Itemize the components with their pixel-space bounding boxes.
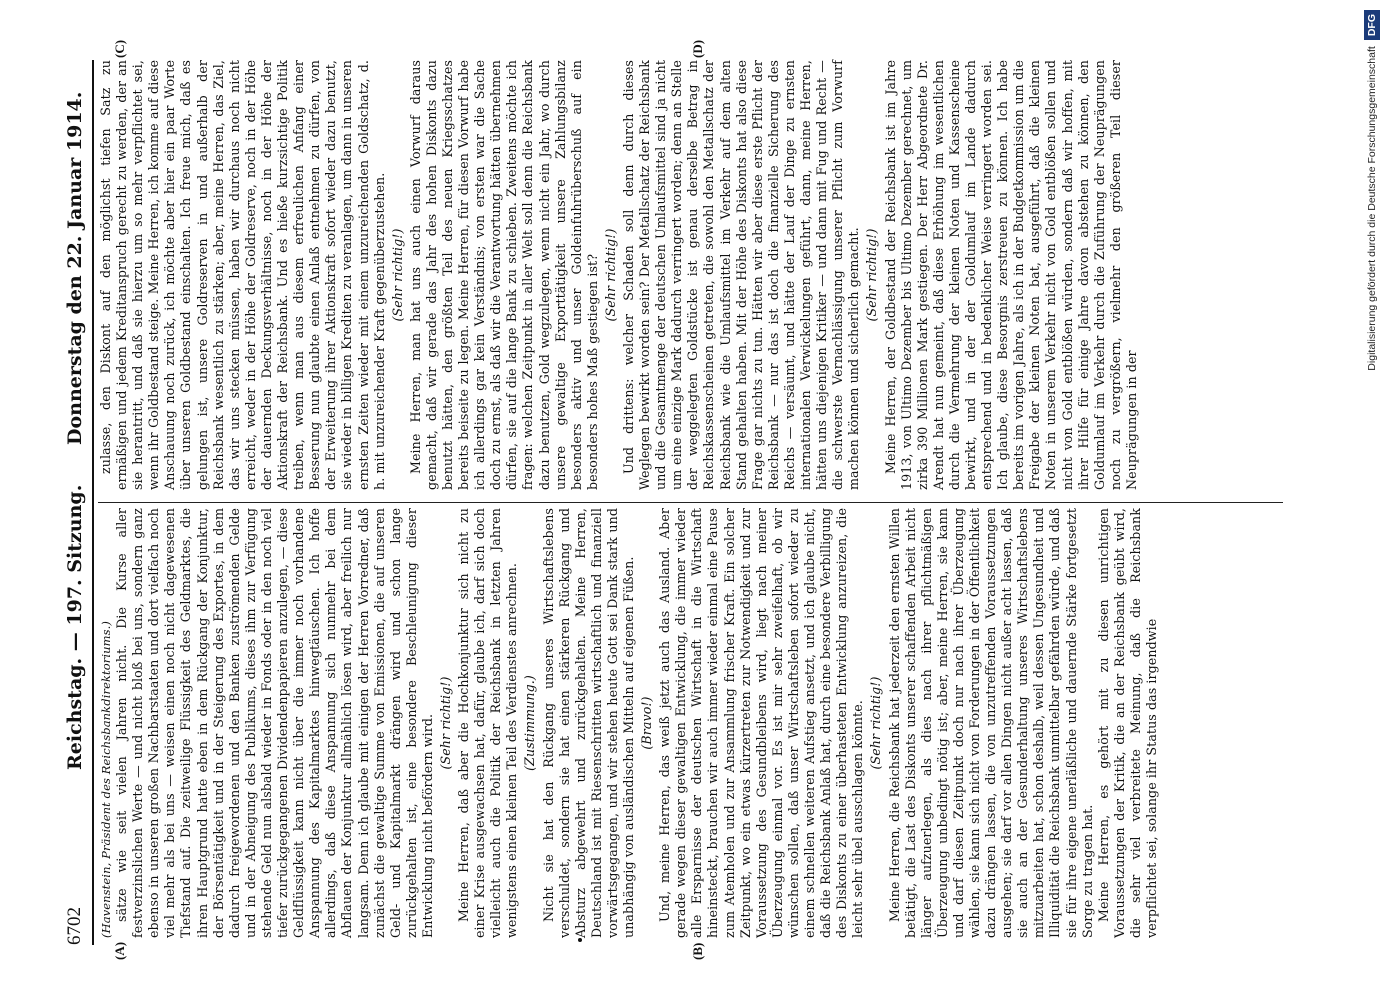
header-rule <box>92 60 94 945</box>
right-column <box>98 60 1140 490</box>
paragraph: Meine Herren, die Reichsbank hat jederzeit den ernsten Willen betätigt, die Last des Diskonts unserer schaffenden Arbeit nicht länger aufzuerlegen, als dies nach ihrer pflichtmäßigen Überzeugung unbedingt nötig ist; aber, meine Herren, sie kann und darf diesen Zeitpunkt doch nur nach ihrer Überzeugung wählen, sie kann sich nicht von Forderungen in der Öffentlichkeit dazu drängen lassen, die von unzutreffenden Voraussetzungen ausgehen; sie darf vor allen Dingen nicht außer acht lassen, daß sie auch an der Gesunderhaltung unseres Wirtschaftslebens mitzuarbeiten hat, schon deshalb, weil dessen Ungesundheit und Illiquidität die Reichsbank unmittelbar gefährden würde, und daß sie für ihre eigene unerläßliche und dauernde Stärke fortgesetzt Sorge zu tragen hat. <box>886 508 1095 938</box>
margin-marker-c: (C) <box>112 39 127 58</box>
paragraph: Meine Herren, daß aber die Hochkonjunktur sich nicht zu einer Krise ausgewachsen hat, dafür, glaube ich, darf sich doch vielleicht auch die Politik der Reichsbank in letzten Jahren wenigstens einen kleinen Teil des Verdienstes anrechnen. <box>456 508 520 938</box>
column-divider <box>98 502 1283 503</box>
paragraph: sätze wie seit vielen Jahren nicht. Die Kurse aller festverzinslichen Werte — und nicht bloß bei uns, sondern ganz ebenso in unseren großen Nachbarstaaten und dort vielfach noch viel mehr als bei uns — weisen einen noch nicht dagewesenen Tiefstand auf. Die zeitweilige Flüssigkeit des Geldmarktes, die ihren Hauptgrund hatte eben in dem Rückgang der Konjunktur, der Börsentätigkeit und in der Steigerung des Exportes, in dem dadurch freigewordenen und den Banken zuströmenden Gelde und in der Abneigung des Publikums, dieses ihm zur Verfügung stehende Geld nun alsbald wieder in Fonds oder in den noch viel tiefer zurückgegangenen Dividendenpapieren anzulegen, — diese Geldflüssigkeit kann nicht über die immer noch vorhandene Anspannung des Kapitalmarktes hinwegtäuschen. Ich hoffe allerdings, daß diese Anspannung sich nunmehr bei dem Abflauen der Konjunktur allmählich lösen wird, aber freilich nur langsam. Denn ich glaube mit einigen der Herren Vorredner, daß zunächst die gewaltige Summe von Emissionen, die auf unseren Geld- und Kapitalmarkt drängen wird und schon lange zurückgehalten ist, eine besondere Beschleunigung dieser Entwicklung nicht befördern wird. <box>114 508 435 938</box>
session-title: Reichstag. — 197. Sitzung. <box>64 484 86 770</box>
margin-marker-d: (D) <box>690 39 705 58</box>
left-column <box>98 508 1160 938</box>
speaker-intro: (Havenstein, Präsident des Reichsbankdirektoriums.) <box>99 620 113 938</box>
paragraph: Nicht sie hat den Rückgang unseres Wirtschaftslebens verschuldet, sondern sie hat einen stärkeren Rückgang und Absturz abgewehrt und zurückgehalten. Meine Herren, Deutschland ist mit Riesenschritten wirtschaftlich und finanziell vorwärtsgegangen, und wir stehen heute Gott sei Dank stark und unabhängig von ausländischen Mitteln auf eigenen Füßen. <box>540 508 636 938</box>
credit-label: Digitalisierung gefördert durch die Deutsche Forschungsgemeinschaft <box>1366 46 1378 371</box>
session-date: Donnerstag den 22. Januar 1914. <box>64 91 86 445</box>
applause: (Sehr richtig!) <box>864 228 880 322</box>
paragraph: zulasse, den Diskont auf den möglichst tiefen Satz zu ermäßigen und jedem Kreditanspruch gerecht zu werden, der an sie herantritt, und daß sie hierzu um so mehr verpflichtet sei, wenn ihr Goldbestand steige. Meine Herren, ich komme auf diese Anschauung noch zurück, ich möchte aber hier ein paar Worte über unseren Goldbestand einschalten. Ich freue mich, daß es gelungen ist, unsere Goldreserven in und außerhalb der Reichsbank wesentlich zu stärken; aber, meine Herren, das Ziel, das wir uns stecken müssen, haben wir durchaus noch nicht erreicht, weder in der Höhe der Goldreserve, noch in der Höhe der dauernden Deckungsverhältnisse, noch in der Höhe der Aktionskraft der Reichsbank. Und es hieße kurzsichtige Politik treiben, wenn man aus diesem erfreulichen Anfang einer Besserung nun glaubte einen Anlaß entnehmen zu dürfen, von der Erweiterung ihrer Aktionskraft sofort wieder dazu benutzt, sie wieder in billigen Krediten zu veranlagen, um dann in unseren ernsten Zeiten wieder mit einem unzureichenden Goldschatz, d. h. mit unzureichender Kraft gegenüberzustehen. <box>98 60 387 490</box>
digitization-credit <box>1362 10 1382 990</box>
applause: (Sehr richtig!) <box>868 676 884 770</box>
paragraph: Meine Herren, man hat uns auch einen Vorwurf daraus gemacht, daß wir gerade das Jahr des hohen Diskonts dazu benutzt hätten, den größten Teil des neuen Kriegsschatzes bereits beiseite zu legen. Meine Herren, für diesen Vorwurf habe ich allerdings gar kein Verständnis; von ersten war die Sache doch zu ernst, als daß wir die Verantwortung hätten übernehmen dürfen, sie auf die lange Bank zu schieben. Zweitens möchte ich fragen: welchen Zeitpunkt in aller Welt soll denn die Reichsbank dazu benutzen, Gold wegzulegen, wenn nicht ein Jahr, wo durch unsere gewaltige Exporttätigkeit unsere Zahlungsbilanz besonders aktiv und unser Goldeinfuhrüberschuß auf ein besonders hohes Maß gestiegen ist? <box>407 60 600 490</box>
print-speck <box>578 938 582 942</box>
paragraph: Und drittens: welcher Schaden soll denn durch dieses Weglegen bewirkt worden sein? Der Metallschatz der Reichsbank und die Gesamtmenge der deutschen Umlaufsmittel sind ja nicht um eine einzige Mark dadurch verringert worden; denn an Stelle der weggelegten Goldstücke ist genau derselbe Betrag in Reichskassenscheinen getreten, die sowohl den Metallschatz der Reichsbank wie die Umlaufsmittel im Verkehr auf dem alten Stand gehalten haben. Mit der Höhe des Diskonts hat also diese Frage gar nichts zu tun. Hätten wir aber diese erste Pflicht der Reichsbank — nur das ist doch die finanzielle Sicherung des Reichs — versäumt, und hätte der Lauf der Dinge zu ernsten internationalen Verwickelungen geführt, dann, meine Herren, hätten uns diejenigen Kritiker — und dann mit Fug und Recht — die schwerste Vernachlässigung unserer Pflicht zum Vorwurf machen können und sicherlich gemacht. <box>621 60 862 490</box>
page-header <box>60 65 94 945</box>
paragraph: Meine Herren, der Goldbestand der Reichsbank ist im Jahre 1913, von Ultimo Dezember bis Ultimo Dezember gerechnet, um zirka 390 Millionen Mark gestiegen. Der Herr Abgeordnete Dr. Arendt hat nun gemeint, daß diese Erhöhung im wesentlichen durch die Vermehrung der kleinen Noten und Kassenscheine bewirkt, und in der der Goldumlauf im Lande dadurch entsprechend und in bedenklicher Weise verringert worden sei. Ich glaube, diese Besorgnis zerstreuen zu können. Ich habe bereits im vorigen Jahre, als ich in der Budgetkommission um die Freigabe der kleinen Noten bat, ausgeführt, daß die kleinen Noten in unserem Verkehr nicht von Gold entblößen sollen und nicht von Gold entblößen würden, sondern daß wir hoffen, mit ihrer Hilfe für einige Jahre davon abstehen zu können, den Goldumlauf im Verkehr durch die Zuführung der Neuprägungen noch zu vergrößern, vielmehr den größeren Teil dieser Neuprägungen in der <box>882 60 1139 490</box>
paragraph: Und, meine Herren, das weiß jetzt auch das Ausland. Aber gerade wegen dieser gewaltigen Entwicklung, die immer wieder alle Ersparnisse der deutschen Wirtschaft in die Wirtschaft hineinsteckt, brauchen wir auch immer wieder einmal eine Pause zum Atemholen und zur Ansammlung frischer Kraft. Ein solcher Zeitpunkt, wo ein etwas kürzertreten zur Notwendigkeit und zur Voraussetzung des Gesundbleibens wird, liegt nach meiner Überzeugung einmal vor. Es ist mir sehr zweifelhaft, ob wir wünschen sollen, daß unser Wirtschaftsleben sofort wieder zu einem schnellen weiteren Aufstieg ansetzt, und ich glaube nicht, daß die Reichsbank Anlaß hat, durch eine besondere Verbilligung des Diskonts zu einer überhasteten Entwicklung anzureizen, die leicht sehr übel ausschlagen könnte. <box>657 508 866 938</box>
margin-marker-a: (A) <box>112 941 127 960</box>
applause: (Sehr richtig!) <box>437 676 453 770</box>
digitization-credit-text <box>1362 10 1382 990</box>
applause: (Sehr richtig!) <box>602 228 618 322</box>
dfg-logo: DFG <box>1364 10 1380 40</box>
page-number: 6702 <box>64 907 85 945</box>
applause: (Zustimmung.) <box>522 675 538 771</box>
margin-marker-b: (B) <box>690 942 705 960</box>
paragraph: Meine Herren, es gehört mit zu diesen unrichtigen Voraussetzungen der Kritik, die an der Reichsbank geübt wird, die sehr viel verbreitete Meinung, daß die Reichsbank verpflichtet sei, solange ihr Status das irgendwie <box>1095 508 1159 938</box>
applause: (Sehr richtig!) <box>389 228 405 322</box>
applause: (Bravo!) <box>639 696 655 750</box>
